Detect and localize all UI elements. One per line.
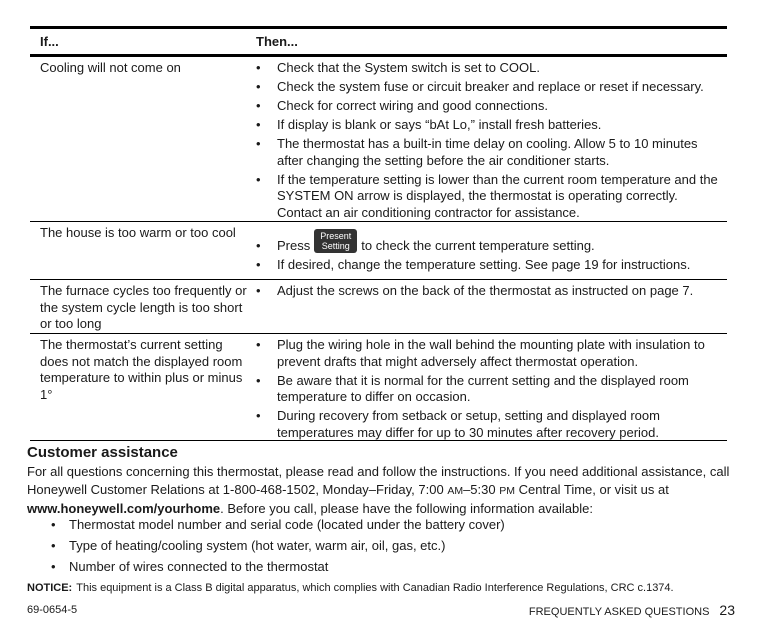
action-text: The thermostat has a built-in time delay on cooling. Allow 5 to 10 minutes after changing the setting before the air conditioner starts. [277,136,698,168]
notice-text: This equipment is a Class B digital apparatus, which complies with Canadian Radio Interference Regulations, CRC c.1374. [76,582,674,594]
page-footer [529,602,735,618]
doc-number: 69-0654-5 [27,604,78,616]
action-item [256,60,726,77]
row-condition: The furnace cycles too frequently or the system cycle length is too short or too long [40,283,247,331]
row-actions [256,337,726,444]
header-if: If... [40,34,59,49]
action-text: If desired, change the temperature setting. See page 19 for instructions. [277,257,691,272]
action-text: If display is blank or says “bAt Lo,” install fresh batteries. [277,117,602,132]
list-item-text: Number of wires connected to the thermostat [69,559,329,574]
notice-label: NOTICE: [27,582,73,594]
press-text: Press [277,238,311,253]
action-item [256,172,726,222]
bullet: • [256,337,261,352]
action-text: Check the system fuse or circuit breaker and replace or reset if necessary. [277,79,704,94]
notice [27,582,674,594]
action-item [256,230,726,255]
bullet: • [256,257,261,272]
list-item [51,516,711,533]
button-line-1: Present [320,230,352,241]
assistance-paragraph [27,463,737,518]
bullet: • [51,538,56,553]
bullet: • [51,517,56,532]
row-condition: The house is too warm or too cool [40,225,236,240]
action-item [256,283,726,300]
action-item [256,373,726,406]
customer-assistance-heading: Customer assistance [27,444,178,461]
action-item [256,337,726,370]
am-label: AM [447,484,464,497]
action-item [256,257,726,274]
website-link[interactable]: www.honeywell.com/yourhome [27,501,221,516]
list-item-text: Thermostat model number and serial code (located under the battery cover) [69,517,505,532]
list-item [51,537,711,554]
action-text: Be aware that it is normal for the current setting and the displayed room temperature to differ on occasion. [277,372,689,404]
bullet: • [256,60,261,75]
bullet: • [256,372,261,388]
row-actions [256,283,726,302]
troubleshooting-table [30,26,727,441]
row-condition: Cooling will not come on [40,60,181,75]
page-number: 23 [719,602,735,618]
bullet: • [256,98,261,113]
list-item [51,558,711,575]
action-text: If the temperature setting is lower than the current room temperature and the SYSTEM ON arrow is displayed, the thermostat is operating correctly. Contact an air conditioning contractor for assistance. [277,171,718,220]
present-setting-button-icon [314,229,357,253]
action-text: Check for correct wiring and good connections. [277,98,548,113]
row-actions [256,60,726,224]
pm-label: PM [499,484,515,497]
bullet: • [256,117,261,132]
required-info-list [51,516,711,579]
action-text: Plug the wiring hole in the wall behind the mounting plate with insulation to prevent drafts that might adversely affect thermostat operation. [277,337,705,369]
action-text: During recovery from setback or setup, setting and displayed room temperatures may differ for up to 30 minutes after recovery period. [277,408,660,440]
para-text: . Before you call, please have the following information available: [220,501,593,516]
bullet: • [256,79,261,94]
header-then: Then... [256,34,298,49]
action-text: Adjust the screws on the back of the thermostat as instructed on page 7. [277,283,694,298]
action-item [256,136,726,169]
table-row [30,280,727,334]
table-row [30,57,727,222]
section-name: FREQUENTLY ASKED QUESTIONS [528,606,710,618]
bullet: • [51,559,56,574]
para-text: Central Time, or visit us at [514,481,669,497]
para-text: –5:30 [463,481,500,497]
table-header [30,26,727,57]
bullet: • [256,171,261,187]
action-item [256,79,726,96]
button-line-2: Setting [321,240,350,251]
action-item [256,408,726,441]
bullet: • [256,283,261,298]
table-row [30,222,727,280]
action-item [256,117,726,134]
para-text: For all questions concerning this thermostat, please read and follow the instructions. If you need additional assistance, call Honeywell Customer Relations at 1-800-468-1502, Monday–Friday, 7:00 [27,464,730,497]
bullet: • [256,408,261,423]
row-condition: The thermostat’s current setting does not match the displayed room temperature to within plus or minus 1° [40,337,243,402]
row-actions [256,230,726,276]
table-row [30,334,727,441]
bullet: • [256,136,261,151]
action-item [256,98,726,115]
action-text: Check that the System switch is set to COOL. [277,60,540,75]
list-item-text: Type of heating/cooling system (hot water, warm air, oil, gas, etc.) [69,538,446,553]
bullet: • [256,238,261,253]
press-suffix: to check the current temperature setting. [361,238,595,253]
